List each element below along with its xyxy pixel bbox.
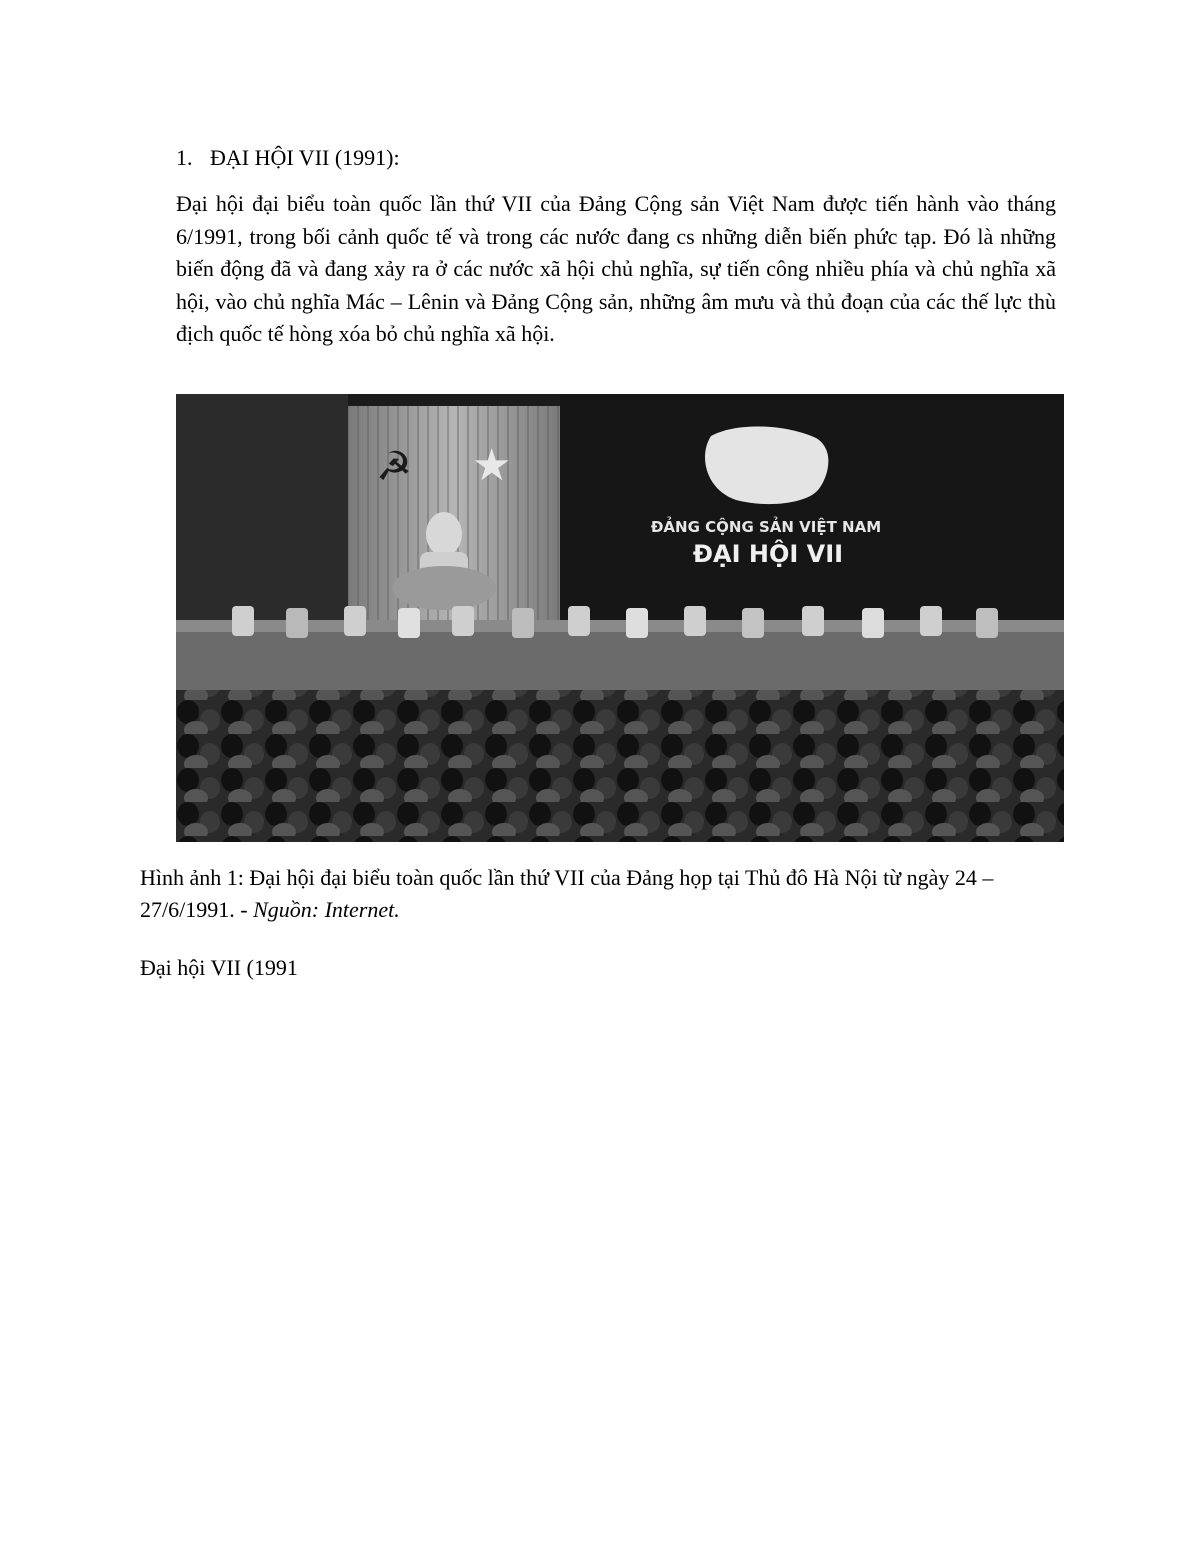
section-heading (176, 142, 400, 174)
audience (176, 690, 1064, 842)
banner-line-2: ĐẠI HỘI VII (692, 540, 844, 568)
stage-platform (176, 630, 1064, 694)
vietnam-map-emblem (705, 426, 828, 504)
trailing-text: Đại hội VII (1991 (140, 955, 298, 980)
caption-text: Hình ảnh 1: Đại hội đại biểu toàn quốc lần thứ VII của Đảng họp tại Thủ đô Hà Nội từ ngày 24 – 27/6/1991. - (140, 865, 994, 922)
congress-photo (176, 394, 1064, 842)
body-paragraph: Đại hội đại biểu toàn quốc lần thứ VII của Đảng Cộng sản Việt Nam được tiến hành vào tháng 6/1991, trong bối cảnh quốc tế và trong các nước đang cs những diễn biến phức tạp. Đó là những biến động đã và đang xảy ra ở các nước xã hội chủ nghĩa, sự tiến công nhiều phía và chủ nghĩa xã hội, vào chủ nghĩa Mác – Lênin và Đảng Cộng sản, những âm mưu và thủ đoạn của các thế lực thù địch quốc tế hòng xóa bỏ chủ nghĩa xã hội. (176, 191, 1056, 346)
section-number: 1. (176, 145, 193, 170)
banner-line-1: ĐẢNG CỘNG SẢN VIỆT NAM (650, 518, 882, 536)
caption-source: Nguồn: Internet. (253, 897, 400, 922)
hammer-sickle-icon: ☭ (376, 444, 412, 490)
section-title: ĐẠI HỘI VII (1991): (210, 145, 400, 170)
flower-arrangement (392, 566, 496, 610)
bust (426, 512, 462, 556)
figure-caption (140, 862, 1060, 926)
star-icon: ★ (472, 440, 512, 491)
